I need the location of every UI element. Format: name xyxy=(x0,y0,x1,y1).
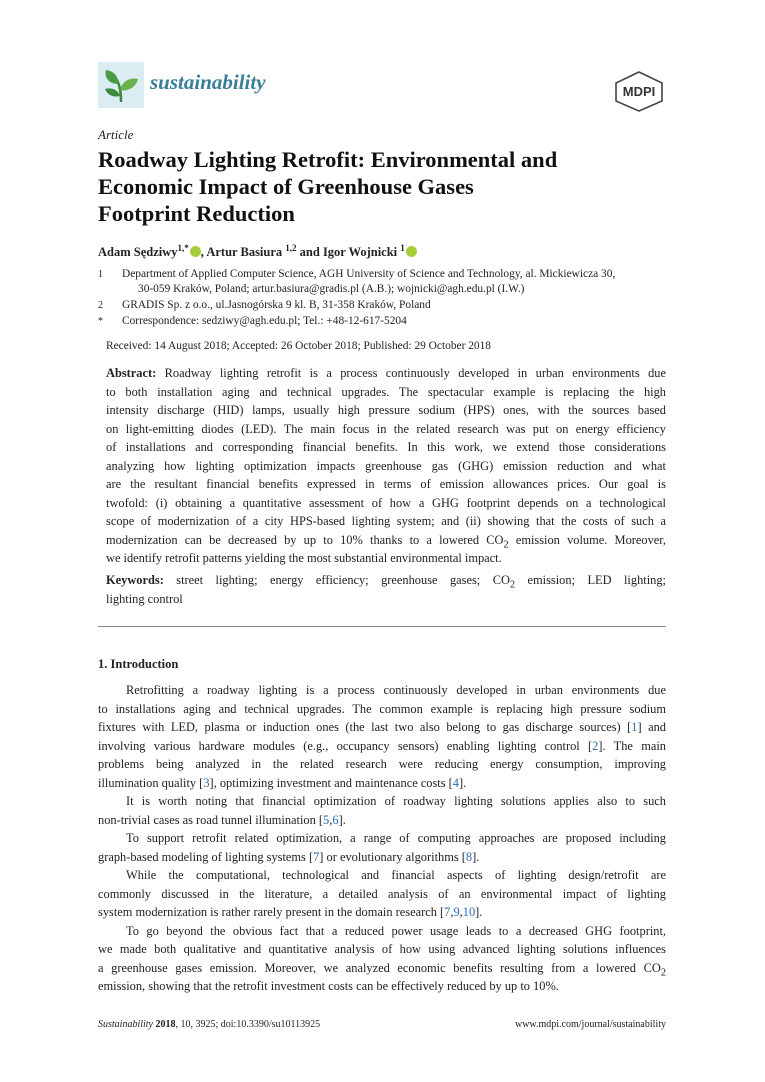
subscript: 2 xyxy=(660,966,666,977)
keywords xyxy=(106,571,666,608)
body-text: ] and xyxy=(637,720,666,734)
paper-title xyxy=(98,146,658,227)
body-text: ], optimizing investment and maintenance costs [ xyxy=(209,775,453,790)
body-text: , xyxy=(459,905,463,919)
body-line xyxy=(98,718,666,737)
body-text: ]. xyxy=(338,812,346,827)
abstract-line: of installations and corresponding financial benefits. In this work, we extend those considerations xyxy=(106,440,666,454)
citation-link[interactable]: 3 xyxy=(203,775,210,790)
citation-link[interactable]: 8 xyxy=(465,849,473,864)
body-line: to installations aging and technical upgrades. The common example is replacing high pressure sodium xyxy=(98,701,666,716)
body-line: To go beyond the obvious fact that a reduced power usage leads to a decreased GHG footprint, xyxy=(126,923,666,938)
keywords-text: emission; LED lighting; xyxy=(515,573,666,587)
body-line xyxy=(98,811,666,830)
footer-citation xyxy=(98,1019,320,1030)
author-separator: and xyxy=(296,245,323,260)
footer-doi: , 10, 3925; doi:10.3390/su10113925 xyxy=(175,1019,321,1030)
body-line xyxy=(98,959,666,978)
body-line xyxy=(98,774,666,793)
author-name[interactable]: Artur Basiura xyxy=(206,245,283,260)
subscript: 2 xyxy=(503,538,509,549)
publisher-label: MDPI xyxy=(622,84,656,99)
publisher-logo xyxy=(612,70,666,112)
body-text: graph-based modeling of lighting systems [ xyxy=(98,849,314,864)
footer-url[interactable]: www.mdpi.com/journal/sustainability xyxy=(514,1019,666,1030)
abstract-line: are the resultant financial benefits expressed in terms of emission allowances prices. Our goal is xyxy=(106,477,666,491)
body-text: , xyxy=(329,812,333,827)
body-text: system modernization is rather rarely present in the domain research [ xyxy=(98,905,445,919)
body-text: ]. xyxy=(472,849,480,864)
footer-journal: Sustainability xyxy=(98,1019,153,1030)
author-separator: , xyxy=(200,245,207,260)
body-line: emission, showing that the retrofit investment costs can be effectively reduced by up to 10%. xyxy=(98,979,559,993)
body-text: ]. xyxy=(459,775,467,790)
body-line: It is worth noting that financial optimization of roadway lighting solutions applies also to such xyxy=(126,794,666,808)
body-text: , xyxy=(450,905,454,919)
citation-link[interactable]: 6 xyxy=(332,812,339,827)
body-line: commonly discussed in the literature, a detailed analysis of an environmental impact of lighting xyxy=(98,886,666,901)
title-line: Roadway Lighting Retrofit: Environmental and xyxy=(98,147,558,172)
body-text: ]. The main xyxy=(598,738,666,753)
abstract-line: Roadway lighting retrofit is a process continuously developed in urban environments due xyxy=(156,366,666,380)
title-line: Economic Impact of Greenhouse Gases xyxy=(98,174,474,199)
body-line xyxy=(98,737,666,756)
author-affiliation-mark: 1 xyxy=(400,243,405,253)
section-heading: 1. Introduction xyxy=(98,657,179,671)
keywords-label: Keywords: xyxy=(106,573,164,587)
citation-link[interactable]: 2 xyxy=(592,738,599,753)
leaf-sprout-icon xyxy=(98,62,144,108)
affiliation-mark: 2 xyxy=(98,300,103,311)
citation-link[interactable]: 7 xyxy=(444,905,451,919)
body-text: ]. xyxy=(475,905,483,919)
body-text: a greenhouse gases emission. Moreover, we analyzed economic benefits resulting from a lowered CO xyxy=(98,960,661,975)
body-line xyxy=(98,903,666,922)
abstract-line xyxy=(106,531,666,550)
body-text: illumination quality [ xyxy=(98,775,204,790)
citation-link[interactable]: 5 xyxy=(323,812,330,827)
subscript: 2 xyxy=(509,579,516,590)
body-line: While the computational, technological and financial aspects of lighting design/retrofit are xyxy=(126,868,666,882)
abstract-line: intensity discharge (HID) lamps, usually high pressure sodium (HPS) ones, with the sources based xyxy=(106,403,666,417)
journal-logo xyxy=(98,62,144,108)
mdpi-hexagon-icon xyxy=(612,70,666,112)
abstract-line: we identify retrofit patterns yielding the most substantial environmental impact. xyxy=(106,551,502,565)
footer-year: 2018 xyxy=(155,1019,176,1030)
body-text: involving various hardware modules (e.g., occupancy sensors) enabling lighting control [ xyxy=(98,738,593,753)
citation-link[interactable]: 4 xyxy=(452,775,459,790)
affiliation-text: Department of Applied Computer Science, AGH University of Science and Technology, al. Mickiewicza 30, xyxy=(122,268,616,280)
author-affiliation-mark: 1,2 xyxy=(285,243,297,253)
body-text: fixtures with LED, plasma or induction ones (the last two also belong to gas discharge sources) [ xyxy=(98,720,632,734)
publication-dates: Received: 14 August 2018; Accepted: 26 October 2018; Published: 29 October 2018 xyxy=(106,340,492,352)
citation-link[interactable]: 7 xyxy=(313,849,320,864)
introduction-body xyxy=(98,681,666,996)
body-line: To support retrofit related optimization, a range of computing approaches are proposed including xyxy=(126,831,666,845)
correspondence-text: Correspondence: sedziwy@agh.edu.pl; Tel.: +48-12-617-5204 xyxy=(122,315,407,327)
abstract-line: scope of modernization of a city HPS-based lighting system; and (ii) showing that the costs of such a xyxy=(106,514,666,528)
citation-link[interactable]: 9 xyxy=(453,905,460,919)
affiliation-text: GRADIS Sp. z o.o., ul.Jasnogórska 9 kl. B, 31-358 Kraków, Poland xyxy=(122,299,431,311)
abstract-line: analyzing how lighting optimization impacts greenhouse gas (GHG) emission reduction and what xyxy=(106,458,666,473)
abstract-text: emission volume. Moreover, xyxy=(508,532,666,547)
title-line: Footprint Reduction xyxy=(98,201,295,226)
citation-link[interactable]: 1 xyxy=(631,720,638,734)
affiliation-text: 30-059 Kraków, Poland; artur.basiura@gradis.pl (A.B.); wojnicki@agh.edu.pl (I.W.) xyxy=(138,283,525,295)
affiliation-mark: 1 xyxy=(98,269,103,280)
body-line: we made both qualitative and quantitative analysis of how using advanced lighting solutions influences xyxy=(98,942,666,956)
journal-name: sustainability xyxy=(150,70,266,94)
author-name[interactable]: Adam Sędziwy xyxy=(98,245,178,260)
abstract-line: on light-emitting diodes (LED). The main focus in the related research was put on energy efficiency xyxy=(106,421,666,436)
abstract xyxy=(106,364,666,568)
author-list xyxy=(98,243,417,260)
body-line: Retrofitting a roadway lighting is a process continuously developed in urban environments due xyxy=(126,683,666,697)
keywords-text: street lighting; energy efficiency; greenhouse gases; CO xyxy=(163,573,510,587)
abstract-label: Abstract: xyxy=(106,366,157,380)
affiliation-mark: * xyxy=(98,316,103,327)
body-text: ] or evolutionary algorithms [ xyxy=(319,849,466,864)
orcid-icon[interactable] xyxy=(190,246,201,257)
abstract-text: modernization can be decreased by up to 10% thanks to a lowered CO xyxy=(106,532,504,547)
author-name[interactable]: Igor Wojnicki xyxy=(322,245,398,260)
abstract-line: to both installation aging and technical upgrades. The spectacular example is replacing the high xyxy=(106,384,666,399)
body-line: problems being analyzed in the related research were reducing energy consumption, improving xyxy=(98,757,666,771)
citation-link[interactable]: 10 xyxy=(462,905,476,919)
affiliation-2 xyxy=(98,298,668,314)
article-type: Article xyxy=(98,127,134,142)
affiliation-1 xyxy=(98,267,668,299)
author-affiliation-mark: 1,* xyxy=(177,243,189,253)
body-line xyxy=(98,848,666,867)
keywords-text: lighting control xyxy=(106,591,183,606)
correspondence xyxy=(98,314,668,330)
orcid-icon[interactable] xyxy=(406,246,417,257)
abstract-line: twofold: (i) obtaining a quantitative assessment of how a GHG footprint depends on a technological xyxy=(106,495,666,510)
body-text: non-trivial cases as road tunnel illumination [ xyxy=(98,812,324,827)
section-divider xyxy=(98,626,666,627)
